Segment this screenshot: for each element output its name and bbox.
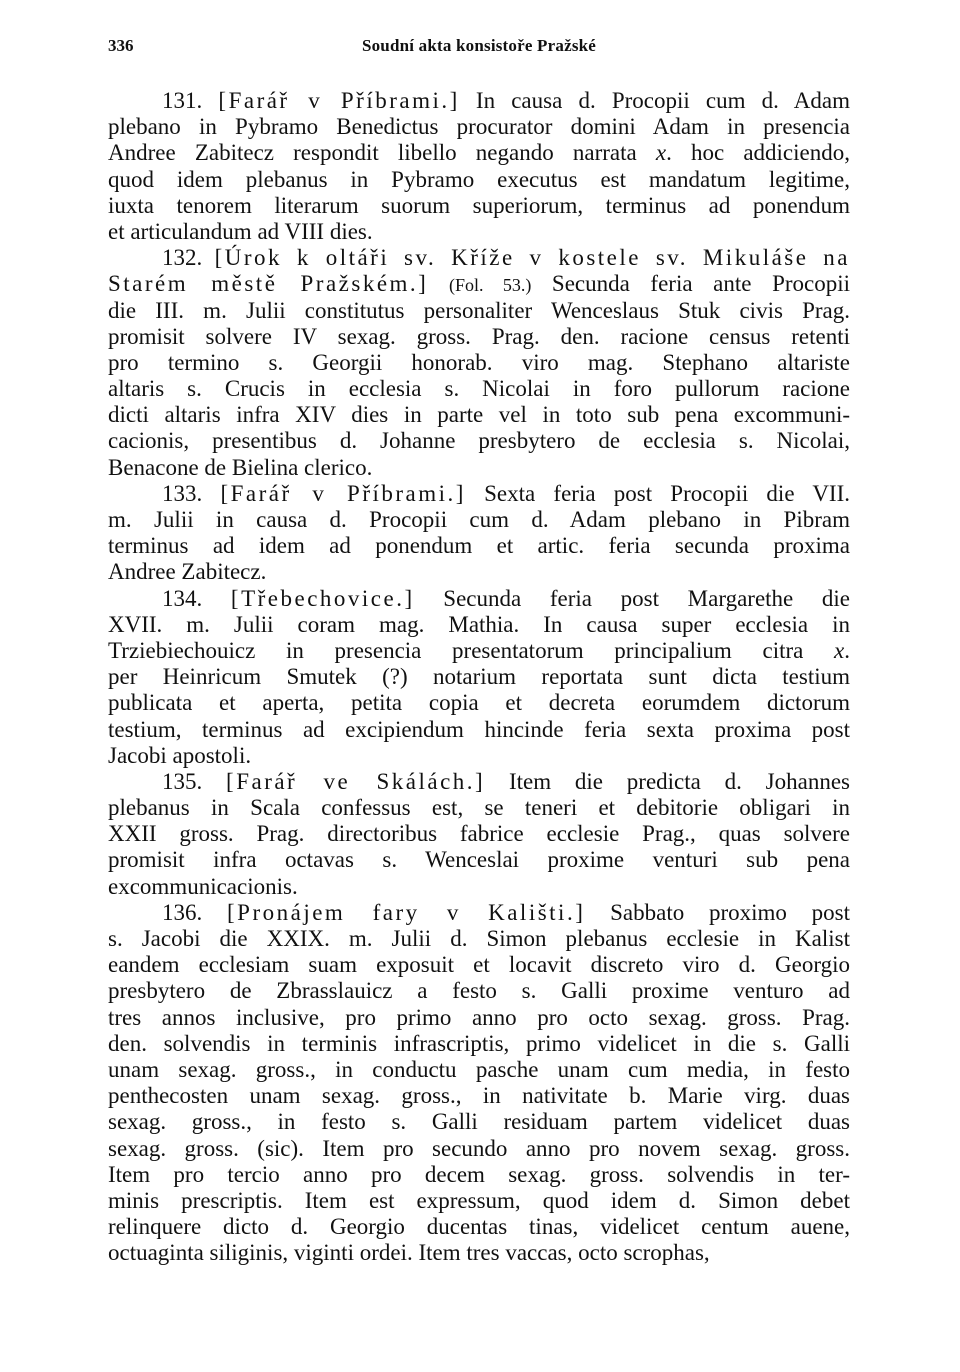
entry-heading: [Pronájem fary v Kališti.] [227,899,586,925]
text-line [108,481,850,507]
entry-heading: [Úrok k oltáři sv. Kříže v kostele sv. Mikuláše na [214,245,851,271]
text-segment: plebano in Pybramo Benedictus procurator domini Adam in presencia [108,114,850,140]
page-number: 336 [108,36,134,55]
text-segment: relinquere dicto d. Georgio ducentas tinas, videlicet centum auene, [108,1214,850,1240]
text-line [108,1005,850,1031]
text-line [108,1031,850,1057]
text-line [108,926,850,952]
text-segment: publicata et aperta, petita copia et decreta eorumdem dictorum [108,690,850,716]
text-segment: cacionis, presentibus d. Johanne presbytero de ecclesia s. Nicolai, [108,428,850,454]
text-segment: minis prescriptis. Item est expressum, quod idem d. Simon debet [108,1187,850,1213]
text-line [108,376,850,402]
text-segment: promisit solvere IV sexag. gross. Prag. den. racione census retenti [108,323,850,349]
text-line [108,1136,850,1162]
text-line [108,586,850,612]
text-segment: den. solvendis in terminis infrascriptis, primo videlicet in die s. Galli [108,1030,850,1056]
text-line [108,638,850,664]
text-line [108,717,850,743]
text-segment: eandem ecclesiam suam exposuit et locavit discreto viro d. Georgio [108,952,850,978]
text-line [108,559,850,585]
text-segment: 131. [162,88,219,113]
text-segment: iuxta tenorem literarum suorum superiorum, terminus ad ponendum [108,192,850,218]
text-line [108,245,850,271]
text-line [108,533,850,559]
text-segment: Item die predicta d. Johannes [485,768,850,794]
text-line [108,1188,850,1214]
text-segment: 132. [162,245,215,271]
text-segment: 134. [162,585,231,611]
text-line [108,140,850,166]
text-segment: unam sexag. gross., in conductu pasche unam cum media, in festo [108,1056,850,1082]
text-segment: In causa d. Procopii cum d. Adam [459,88,851,113]
text-line [108,271,850,297]
text-line [108,219,850,245]
entry-heading: Starém městě Pražském.] [108,271,429,297]
text-segment: XVII. m. Julii coram mag. Mathia. In causa super ecclesia in [108,611,850,637]
entry-paragraph [108,769,850,900]
text-segment: m. Julii in causa d. Procopii cum d. Adam plebano in Pibram [108,507,850,532]
text-line [108,978,850,1004]
text-segment: plebanus in Scala confessus est, se teneri et debitorie obligari in [108,795,850,821]
document-body [108,88,850,1266]
text-segment: dicti altaris infra XIV dies in parte vel in toto sub pena excommuni- [108,402,850,428]
text-line [108,1109,850,1135]
text-segment: octuaginta siliginis, viginti ordei. Item tres vaccas, octo scrophas, [108,1240,710,1266]
text-segment: testium, terminus ad excipiendum hincinde feria sexta proxima post [108,716,850,742]
text-line [108,402,850,428]
text-line [108,664,850,690]
text-segment: Secunda feria post Margarethe die [414,585,851,611]
text-line [108,428,850,454]
entry-heading: [Farář v Příbrami.] [220,480,466,506]
running-head [108,36,850,60]
text-segment: sexag. gross., in festo s. Galli residuam partem videlicet duas [108,1109,850,1135]
text-line [108,690,850,716]
text-line [108,900,850,926]
text-segment: penthecosten unam sexag. gross., in nativitate b. Marie virg. duas [108,1083,850,1109]
text-segment: die III. m. Julii constitutus personaliter Wenceslaus Stuk civis Prag. [108,297,850,323]
entry-heading: [Třebechovice.] [230,585,415,611]
text-line [108,455,850,481]
text-segment: Benacone de Bielina clerico. [108,454,373,480]
text-segment: Jacobi apostoli. [108,742,252,768]
text-segment: Secunda feria ante Procopii [531,271,851,297]
text-segment: 135. [162,768,227,794]
entry-paragraph [108,481,850,586]
text-line [108,193,850,219]
italic-mark: x [834,637,845,663]
text-segment: Trziebiechouicz in presencia presentatorum principalium citra [108,637,835,663]
text-segment: Sabbato proximo post [585,899,851,925]
text-segment: altaris s. Crucis in ecclesia s. Nicolai in foro pullorum racione [108,376,850,402]
text-line [108,1214,850,1240]
italic-mark: x [655,140,667,166]
text-line [108,795,850,821]
running-title: Soudní akta konsistoře Pražské [361,36,597,55]
text-line [108,324,850,350]
folio-reference: (Fol. 53.) [448,275,532,296]
text-line [108,298,850,324]
text-line [108,612,850,638]
text-line [108,88,850,114]
entry-paragraph [108,586,850,769]
text-segment: quod idem plebanus in Pybramo executus est mandatum legitime, [108,166,850,192]
text-segment: 133. [162,480,221,506]
entry-paragraph [108,245,850,481]
text-segment: et articulandum ad VIII dies. [108,218,373,244]
text-segment: . hoc addiciendo, [666,140,850,166]
text-line [108,507,850,533]
text-segment: tres annos inclusive, pro primo anno pro octo sexag. gross. Prag. [108,1004,850,1030]
text-segment: XXII gross. Prag. directoribus fabrice ecclesie Prag., quas solvere [108,821,850,847]
text-line [108,114,850,140]
text-segment: promisit infra octavas s. Wenceslai proxime venturi sub pena [108,847,850,873]
text-line [108,1162,850,1188]
entry-paragraph [108,900,850,1267]
text-line [108,167,850,193]
text-line [108,847,850,873]
text-line [108,1057,850,1083]
text-line [108,350,850,376]
text-line [108,952,850,978]
text-line [108,1083,850,1109]
text-segment: Item pro tercio anno pro decem sexag. gross. solvendis in ter- [108,1161,850,1187]
text-segment: Andree Zabitecz. [108,559,267,585]
text-segment [428,271,449,296]
text-segment: Sexta feria post Procopii die VII. [465,480,850,506]
text-segment: presbytero de Zbrasslauicz a festo s. Galli proxime venturo ad [108,978,850,1004]
text-segment: Andree Zabitecz respondit libello negando narrata [108,140,656,166]
text-segment: s. Jacobi die XXIX. m. Julii d. Simon plebanus ecclesie in Kalist [108,926,850,951]
entry-heading: [Farář ve Skálách.] [226,768,486,794]
text-line [108,821,850,847]
text-segment: pro termino s. Georgii honorab. viro mag. Stephano altariste [108,349,850,375]
text-segment: terminus ad idem ad ponendum et artic. feria secunda proxima [108,533,850,559]
text-segment: 136. [162,899,228,925]
text-segment: excommunicacionis. [108,873,298,899]
text-segment: sexag. gross. (sic). Item pro secundo anno pro novem sexag. gross. [108,1135,850,1161]
entry-paragraph [108,88,850,245]
text-segment: per Heinricum Smutek (?) notarium reportata sunt dicta testium [108,664,850,690]
text-line [108,874,850,900]
text-line [108,769,850,795]
text-line [108,1240,850,1266]
entry-heading: [Farář v Příbrami.] [218,88,460,113]
text-segment: . [844,637,850,663]
text-line [108,743,850,769]
